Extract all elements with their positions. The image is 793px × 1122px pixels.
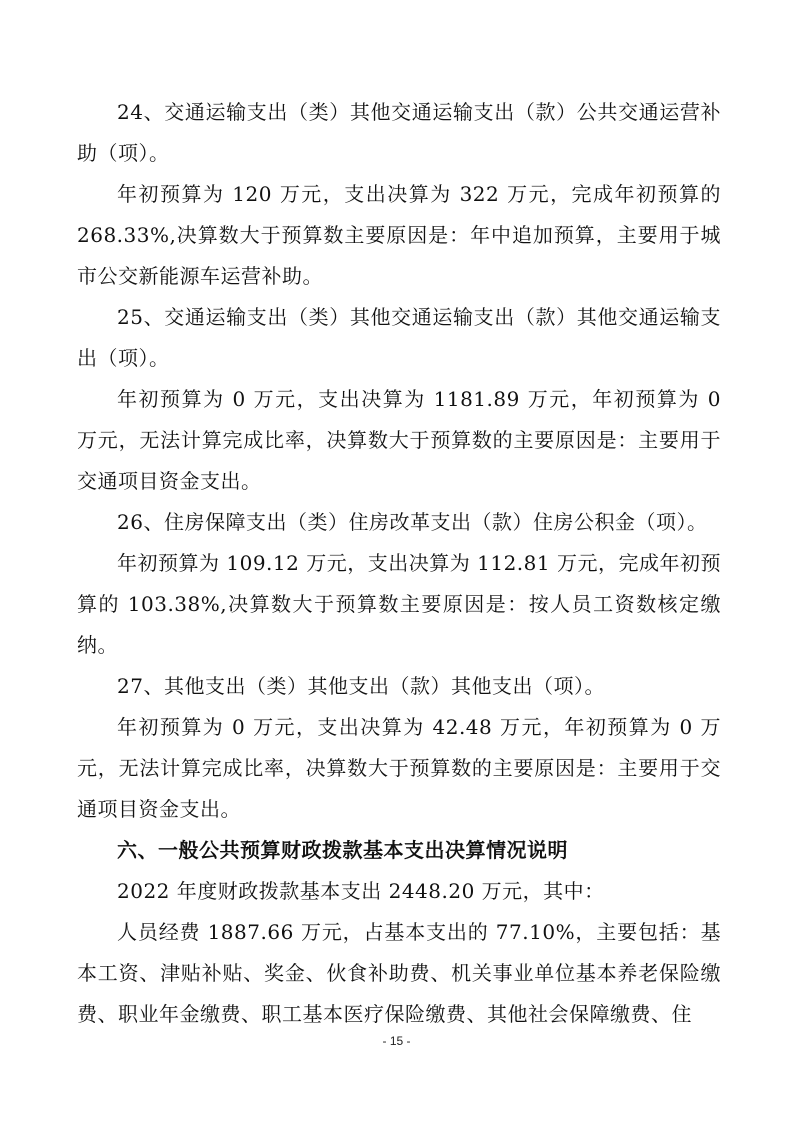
paragraph-item-25-detail: 年初预算为 0 万元，支出决算为 1181.89 万元，年初预算为 0 万元，无法计算完成比率，决算数大于预算数的主要原因是：主要用于交通项目资金支出。 [77,387,721,493]
paragraph-personnel-expenses: 人员经费 1887.66 万元，占基本支出的 77.10%，主要包括：基本工资、津贴补贴、奖金、伙食补助费、机关事业单位基本养老保险缴费、职业年金缴费、职工基本医疗保险缴费、其他社会保障缴费、住 [77,920,721,1026]
page-number: - 15 - [382,1034,411,1048]
paragraph-item-27-detail: 年初预算为 0 万元，支出决算为 42.48 万元，年初预算为 0 万元，无法计算完成比率，决算数大于预算数的主要原因是：主要用于交通项目资金支出。 [77,715,721,821]
section-heading-6: 六、一般公共预算财政拨款基本支出决算情况说明 [117,838,568,862]
paragraph-item-26-detail: 年初预算为 109.12 万元，支出决算为 112.81 万元，完成年初预算的 103.38%,决算数大于预算数主要原因是：按人员工资数核定缴纳。 [77,551,721,657]
paragraph-item-25: 25、交通运输支出（类）其他交通运输支出（款）其他交通运输支出（项）。 [77,305,721,370]
paragraph-item-24-detail: 年初预算为 120 万元，支出决算为 322 万元，完成年初预算的 268.33%,决算数大于预算数主要原因是：年中追加预算，主要用于城市公交新能源车运营补助。 [77,182,721,288]
paragraph-item-27: 27、其他支出（类）其他支出（款）其他支出（项）。 [117,674,605,698]
paragraph-item-26: 26、住房保障支出（类）住房改革支出（款）住房公积金（项）。 [117,510,708,534]
document-body [77,92,721,1035]
paragraph-basic-expenditure-total: 2022 年度财政拨款基本支出 2448.20 万元，其中： [117,879,605,903]
paragraph-item-24: 24、交通运输支出（类）其他交通运输支出（款）公共交通运营补助（项）。 [77,100,721,165]
